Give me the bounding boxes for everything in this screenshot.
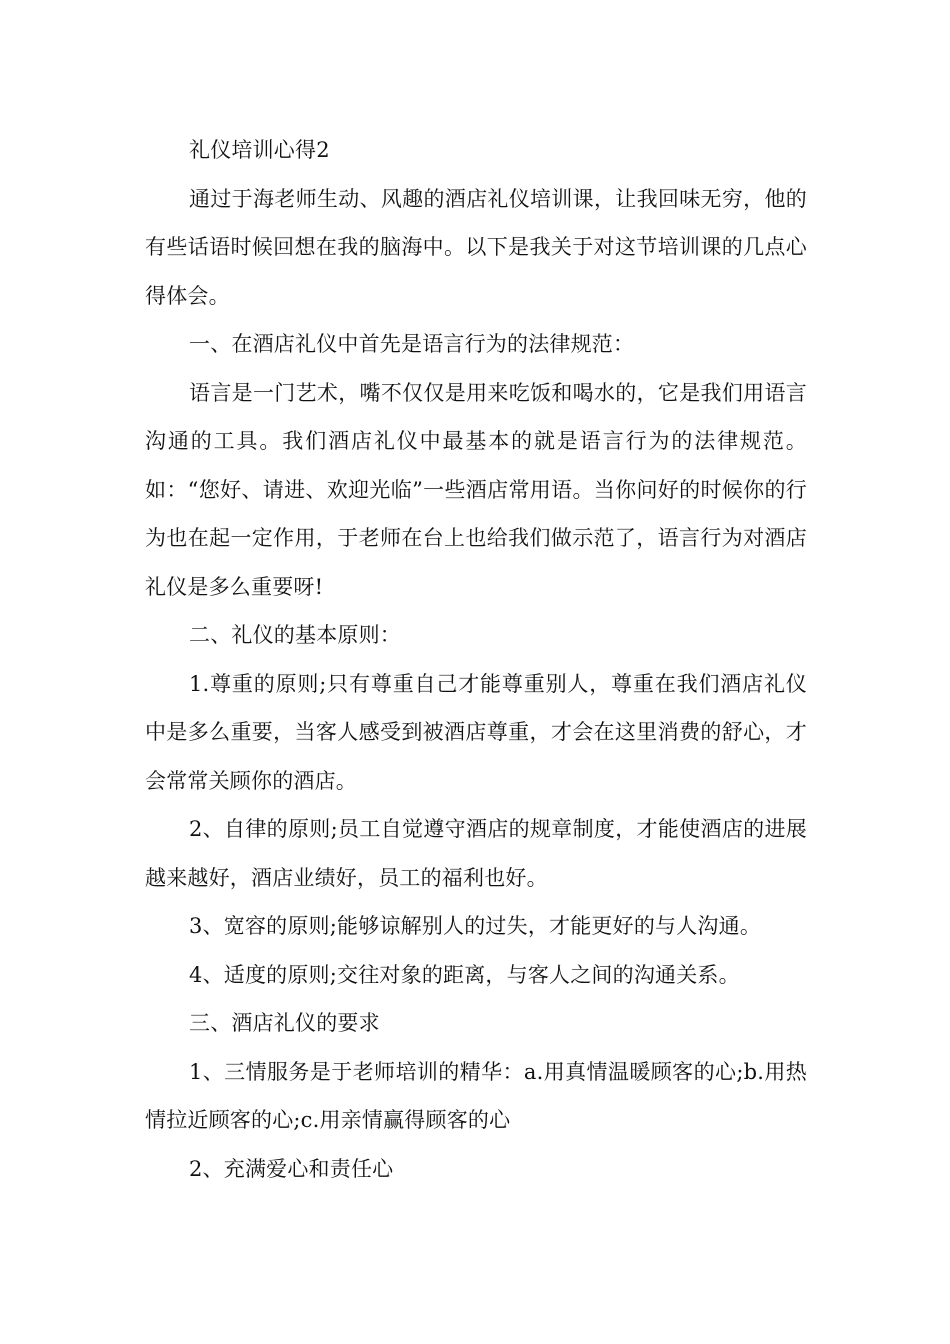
principle-self-discipline: 2、自律的原则;员工自觉遵守酒店的规章制度，才能使酒店的进展越来越好，酒店业绩好，员工的福利也好。 <box>145 817 807 890</box>
paragraph-intro: 通过于海老师生动、风趣的酒店礼仪培训课，让我回味无穷，他的有些话语时候回想在我的脑海中。以下是我关于对这节培训课的几点心得体会。 <box>145 186 807 308</box>
paragraph-language: 语言是一门艺术，嘴不仅仅是用来吃饭和喝水的，它是我们用语言沟通的工具。我们酒店礼仪中最基本的就是语言行为的法律规范。如：“您好、请进、欢迎光临”一些酒店常用语。当你问好的时候你的行为也在起一定作用，于老师在台上也给我们做示范了，语言行为对酒店礼仪是多么重要呀! <box>145 380 807 599</box>
principle-moderation: 4、适度的原则;交往对象的距离，与客人之间的沟通关系。 <box>189 962 740 987</box>
requirement-service: 1、三情服务是于老师培训的精华：a.用真情温暖顾客的心;b.用热情拉近顾客的心;c.用亲情赢得顾客的心 <box>145 1059 807 1132</box>
principle-respect: 1.尊重的原则;只有尊重自己才能尊重别人，尊重在我们酒店礼仪中是多么重要，当客人感受到被酒店尊重，才会在这里消费的舒心，才会常常关顾你的酒店。 <box>145 671 807 793</box>
document-body <box>145 126 807 1193</box>
requirement-love-responsibility: 2、充满爱心和责任心 <box>189 1156 394 1181</box>
section-heading-2: 二、礼仪的基本原则： <box>189 623 401 647</box>
principle-tolerance: 3、宽容的原则;能够谅解别人的过失，才能更好的与人沟通。 <box>189 914 762 938</box>
document-title: 礼仪培训心得2 <box>189 138 330 162</box>
section-heading-3: 三、酒店礼仪的要求 <box>189 1011 380 1035</box>
section-heading-1: 一、在酒店礼仪中首先是语言行为的法律规范： <box>189 332 635 356</box>
